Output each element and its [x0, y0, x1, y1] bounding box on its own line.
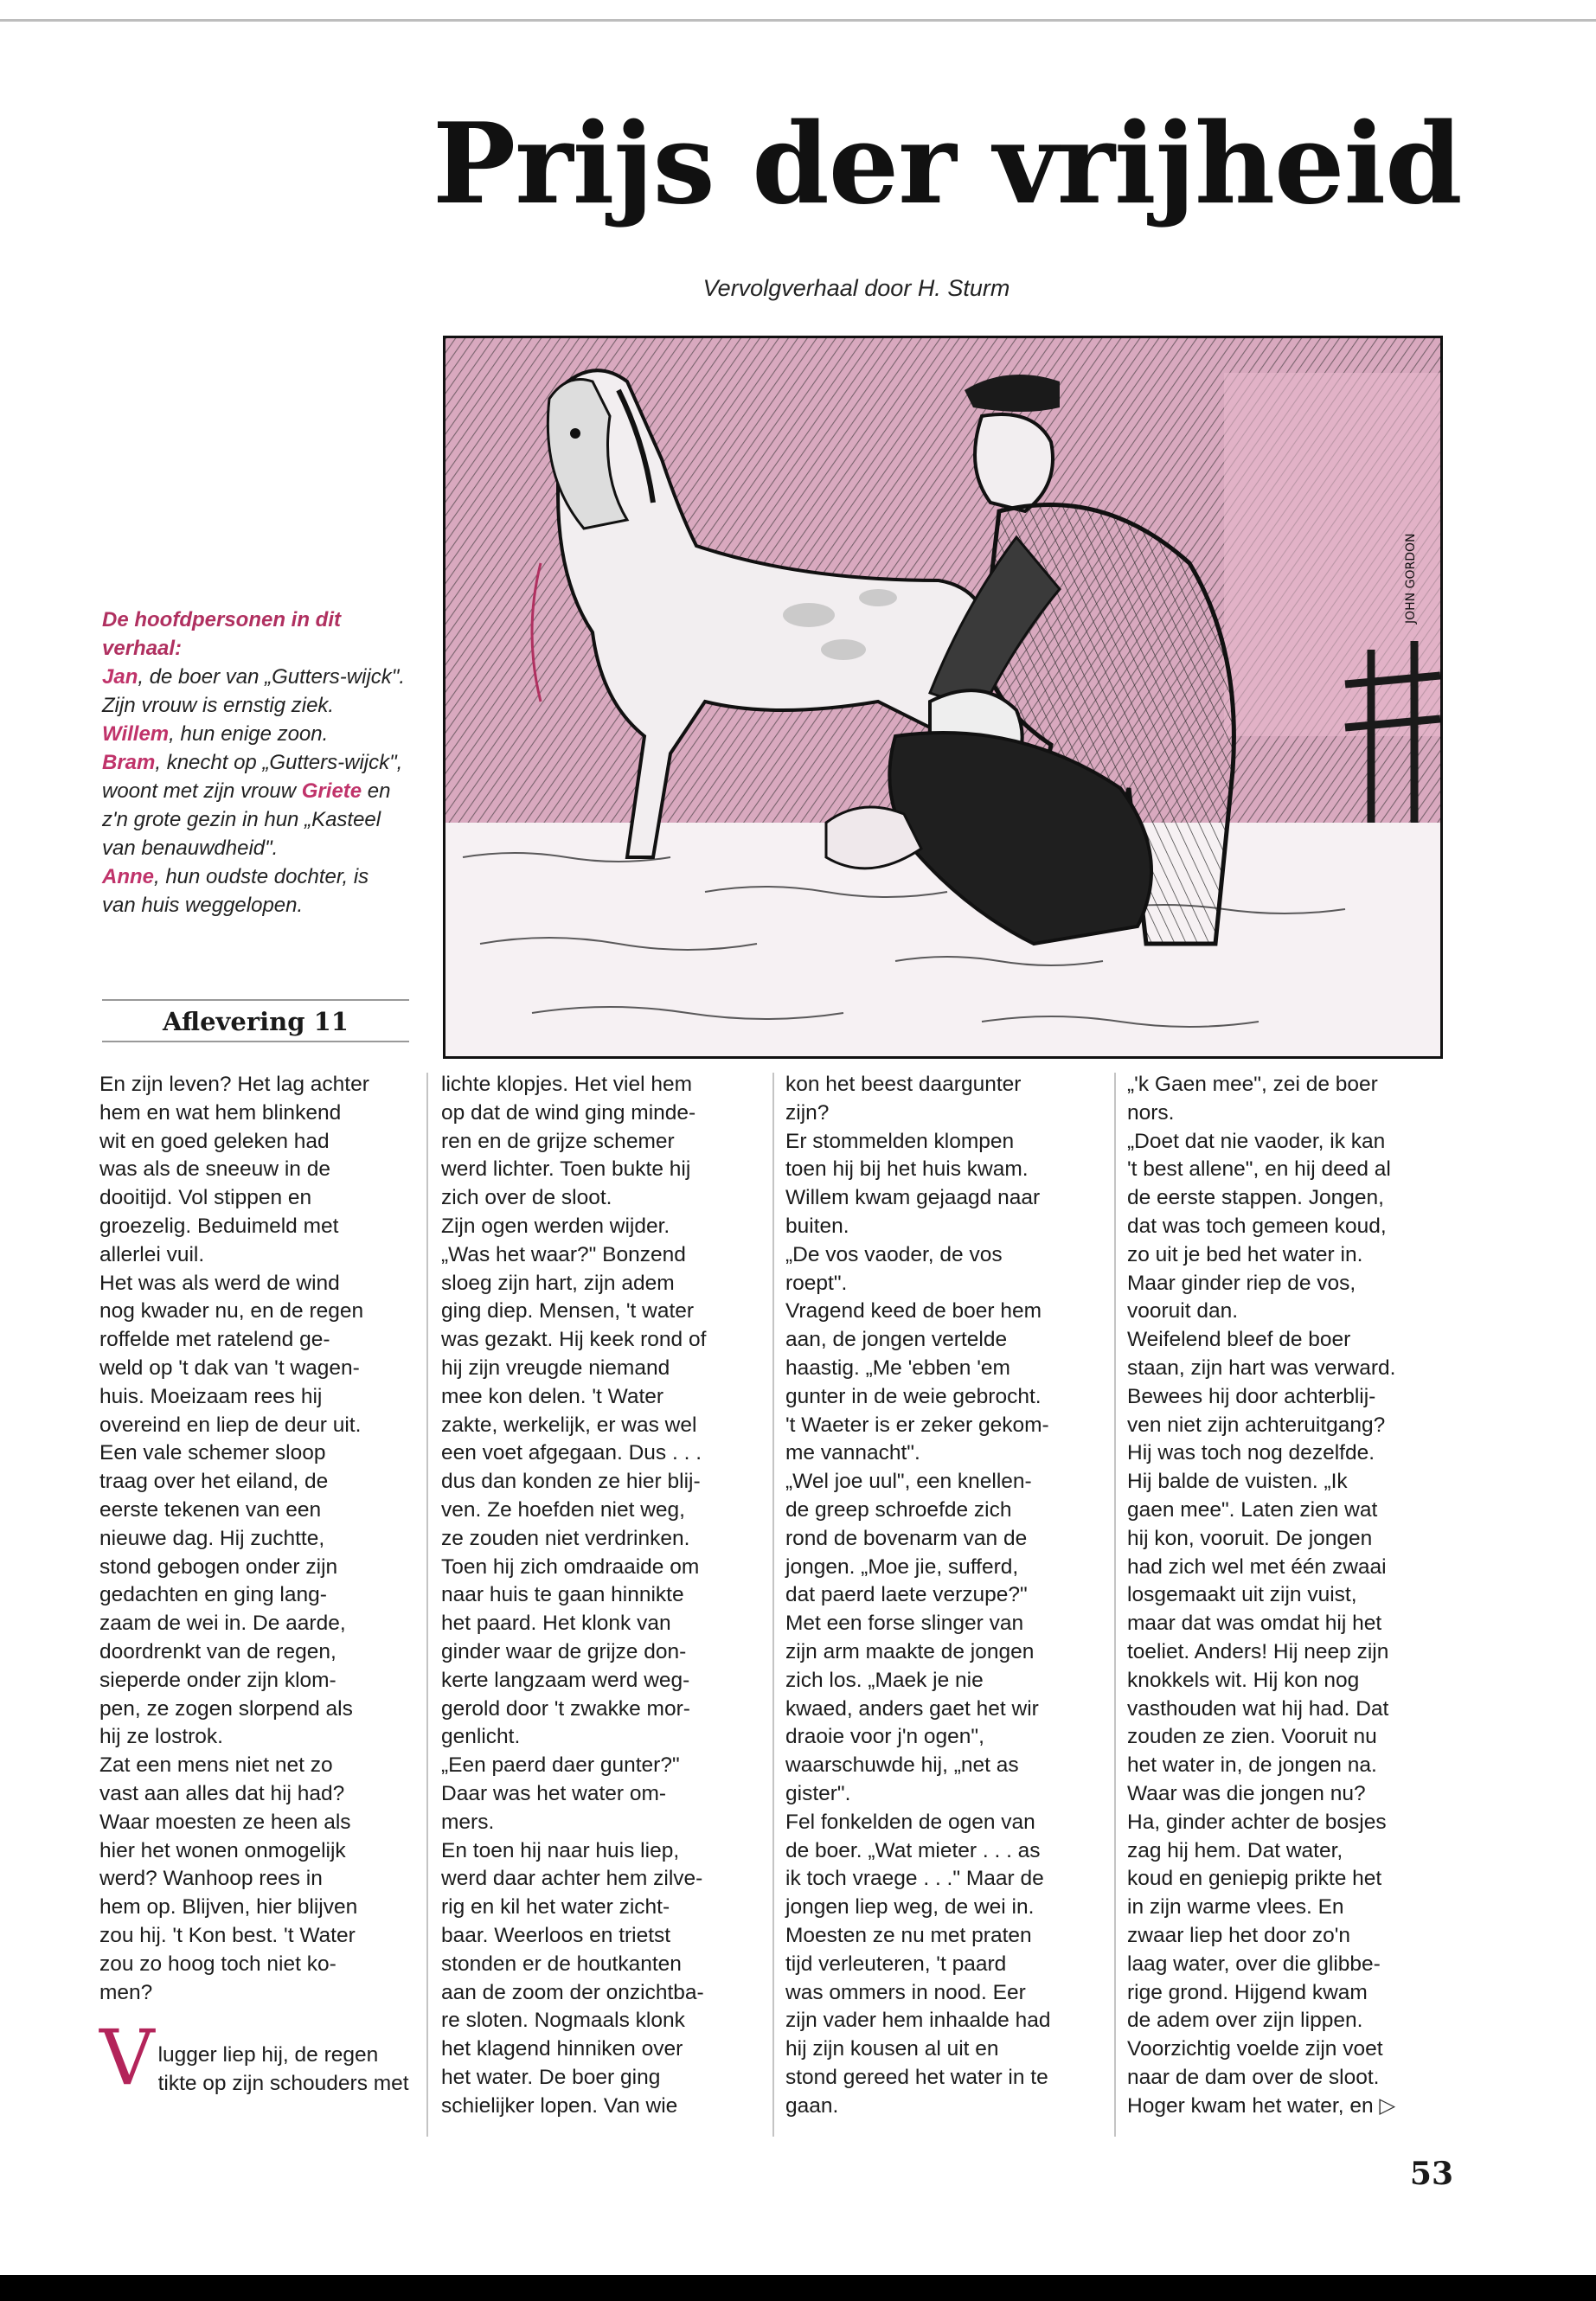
text-line: lichte klopjes. Het viel hem	[441, 1073, 693, 1096]
text-line: Het was als werd de wind	[99, 1271, 340, 1295]
text-line: baar. Weerloos en trietst	[441, 1923, 671, 1947]
text-line: overeind en liep de deur uit.	[99, 1413, 362, 1437]
text-line: roept".	[785, 1271, 848, 1295]
text-line: hem op. Blijven, hier blijven	[99, 1895, 358, 1920]
text-line: zouden ze zien. Vooruit nu	[1127, 1725, 1377, 1749]
text-line: zich los. „Maek je nie	[785, 1668, 984, 1692]
text-line: traag over het eiland, de	[99, 1470, 329, 1494]
character-name: Griete	[301, 779, 362, 803]
text-line: „Wel joe uul", een knellen-	[785, 1470, 1032, 1494]
text-line: Weifelend bleef de boer	[1127, 1328, 1351, 1352]
text-line: lugger liep hij, de regen	[157, 2043, 379, 2067]
text-line: zwaar liep het door zo'n	[1127, 1923, 1350, 1947]
text-line: het klagend hinniken over	[441, 2037, 683, 2061]
text-line: het water in, de jongen na.	[1127, 1753, 1377, 1778]
text-line: gerold door 't zwakke mor-	[441, 1696, 690, 1721]
text-line: wit en goed geleken had	[99, 1129, 330, 1153]
text-line: zijn vader hem inhaalde had	[785, 2009, 1051, 2033]
text-line: gaan.	[785, 2093, 839, 2118]
text-line: haastig. „Me 'ebben 'em	[785, 1356, 1010, 1380]
text-line: allerlei vuil.	[99, 1242, 205, 1266]
text-line: zou hij. 't Kon best. 't Water	[99, 1923, 356, 1947]
text-line: buiten.	[785, 1214, 849, 1238]
text-line: was ommers in nood. Eer	[785, 1980, 1026, 2004]
character-desc: , hun oudste dochter, is van huis weggelopen.	[102, 865, 369, 917]
text-line: hem en wat hem blinkend	[99, 1100, 342, 1125]
illustration-signature: JOHN GORDON	[1404, 533, 1418, 624]
text-line: aan de zoom der onzichtba-	[441, 1980, 704, 2004]
text-line: rig en kil het water zicht-	[441, 1895, 670, 1920]
text-line: kon het beest daargunter	[785, 1073, 1022, 1096]
text-line: jongen liep weg, de wei in.	[785, 1895, 1035, 1920]
text-line: een voet afgegaan. Dus . . .	[441, 1441, 702, 1465]
character-bram	[102, 748, 405, 862]
text-line: vooruit dan.	[1127, 1299, 1239, 1324]
text-line: mee kon delen. 't Water	[441, 1384, 664, 1408]
text-line: het water. De boer ging	[441, 2065, 661, 2089]
text-line: ze zouden niet verdrinken.	[441, 1526, 690, 1550]
text-line: draoie voor j'n ogen",	[785, 1725, 984, 1749]
text-line: Fel fonkelden de ogen van	[785, 1810, 1035, 1834]
character-desc: en z'n grote gezin in hun „Kasteel van benauwdheid".	[102, 779, 391, 860]
text-line: waarschuwde hij, „net as	[785, 1753, 1019, 1778]
text-line: zijn arm maakte de jongen	[785, 1639, 1035, 1663]
column-divider	[1114, 1073, 1116, 2137]
text-line: huis. Moeizaam rees hij	[99, 1384, 323, 1408]
text-line: werd lichter. Toen bukte hij	[441, 1157, 691, 1182]
character-jan	[102, 663, 405, 720]
text-line: losgemaakt uit zijn vuist,	[1127, 1583, 1357, 1607]
text-line: groezelig. Beduimeld met	[99, 1214, 339, 1238]
text-line: hier het wonen onmogelijk	[99, 1838, 346, 1862]
character-willem	[102, 720, 405, 748]
text-line: in zijn warme vlees. En	[1127, 1895, 1344, 1920]
text-line: ven. Ze hoefden niet weg,	[441, 1497, 685, 1522]
text-line: laag water, over die glibbe-	[1127, 1952, 1381, 1976]
text-line: roffelde met ratelend ge-	[99, 1328, 330, 1352]
text-line: de adem over zijn lippen.	[1127, 2009, 1363, 2033]
text-line: Ha, ginder achter de bosjes	[1127, 1810, 1387, 1834]
text-line: gedachten en ging lang-	[99, 1583, 327, 1607]
text-line: Daar was het water om-	[441, 1781, 667, 1805]
text-line: Zat een mens niet net zo	[99, 1753, 333, 1778]
text-line: aan, de jongen vertelde	[785, 1328, 1008, 1352]
text-line: Er stommelden klompen	[785, 1129, 1015, 1153]
text-line: me vannacht".	[785, 1441, 920, 1465]
text-line: zakte, werkelijk, er was wel	[441, 1413, 697, 1437]
byline: Vervolgverhaal door H. Sturm	[702, 275, 1010, 301]
text-line: nog kwader nu, en de regen	[99, 1299, 364, 1324]
text-line: stond gereed het water in te	[785, 2065, 1048, 2089]
text-line: Vragend keed de boer hem	[785, 1299, 1042, 1324]
text-line: Moesten ze nu met praten	[785, 1923, 1032, 1947]
text-line: zijn?	[785, 1100, 830, 1125]
character-desc: , knecht op „Gutters-wijck", woont met zijn vrouw	[102, 751, 403, 803]
text-line: En zijn leven? Het lag achter	[99, 1073, 369, 1096]
horse-and-farmers-illustration	[445, 338, 1440, 1056]
text-line: Een vale schemer sloop	[99, 1441, 326, 1465]
text-line: re sloten. Nogmaals klonk	[441, 2009, 685, 2033]
character-desc: , hun enige zoon.	[169, 722, 329, 746]
text-line: dat was toch gemeen koud,	[1127, 1214, 1387, 1238]
text-line: jongen. „Moe jie, sufferd,	[785, 1554, 1019, 1579]
text-line: staan, zijn hart was verward.	[1127, 1356, 1396, 1380]
text-line: ginder waar de grijze don-	[441, 1639, 687, 1663]
text-line: vast aan alles dat hij had?	[99, 1781, 345, 1805]
column-divider	[772, 1073, 774, 2137]
text-line: hij ze lostrok.	[99, 1725, 223, 1749]
text-line: rond de bovenarm van de	[785, 1526, 1028, 1550]
text-line: zich over de sloot.	[441, 1186, 612, 1210]
character-name: Willem	[102, 722, 170, 746]
text-line: pen, ze zogen slorpend als	[99, 1696, 353, 1721]
text-line: Waar moesten ze heen als	[99, 1810, 351, 1834]
page-number: 53	[1409, 2156, 1453, 2192]
text-line: de greep schroefde zich	[785, 1497, 1012, 1522]
text-line: dus dan konden ze hier blij-	[441, 1470, 701, 1494]
text-line: het paard. Het klonk van	[441, 1612, 671, 1636]
text-line: hij kon, vooruit. De jongen	[1127, 1526, 1373, 1550]
text-line: „Een paerd daer gunter?"	[441, 1753, 680, 1778]
text-line: Waar was die jongen nu?	[1127, 1781, 1366, 1805]
text-line: dat paerd laete verzupe?"	[785, 1583, 1028, 1607]
text-line: „Was het waar?" Bonzend	[441, 1242, 686, 1266]
text-line: 't Waeter is er zeker gekom-	[785, 1413, 1049, 1437]
text-line: tikte op zijn schouders met	[157, 2072, 409, 2096]
page-title: Prijs der vrijheid	[433, 99, 1462, 229]
character-name: Bram	[102, 751, 156, 774]
text-line: hij zijn kousen al uit en	[785, 2037, 999, 2061]
text-line: eerste tekenen van een	[99, 1497, 322, 1522]
text-line: toen hij bij het huis kwam.	[785, 1157, 1029, 1182]
dropcap-paragraph	[99, 2013, 411, 2103]
text-line: dooitijd. Vol stippen en	[99, 1186, 312, 1210]
text-line: Bewees hij door achterblij-	[1127, 1384, 1376, 1408]
text-line: naar huis te gaan hinnikte	[441, 1583, 684, 1607]
text-line: „De vos vaoder, de vos	[785, 1242, 1003, 1266]
story-illustration	[443, 336, 1443, 1059]
text-line: de boer. „Wat mieter . . . as	[785, 1838, 1041, 1862]
text-line: „'k Gaen mee", zei de boer	[1127, 1073, 1378, 1096]
sidebar-heading: De hoofdpersonen in dit verhaal:	[102, 608, 341, 660]
text-line: mers.	[441, 1810, 495, 1834]
text-line: maar dat was omdat hij het	[1127, 1612, 1382, 1636]
text-line: zag hij hem. Dat water,	[1127, 1838, 1343, 1862]
text-line: kerte langzaam werd weg-	[441, 1668, 690, 1692]
column-divider	[426, 1073, 428, 2137]
text-line: naar de dam over de sloot.	[1127, 2065, 1380, 2089]
drop-cap: V	[99, 2013, 155, 2103]
text-line: Hij balde de vuisten. „Ik	[1127, 1470, 1348, 1494]
text-line: Willem kwam gejaagd naar	[785, 1186, 1041, 1210]
text-line: doordrenkt van de regen,	[99, 1639, 337, 1663]
text-line: nieuwe dag. Hij zuchtte,	[99, 1526, 325, 1550]
text-line: sieperde onder zijn klom-	[99, 1668, 337, 1692]
text-line: schielijker lopen. Van wie	[441, 2093, 678, 2118]
text-line: zaam de wei in. De aarde,	[99, 1612, 346, 1636]
character-anne	[102, 862, 405, 920]
text-line: Toen hij zich omdraaide om	[441, 1554, 700, 1579]
text-line: genlicht.	[441, 1725, 521, 1749]
text-line: hij zijn vreugde niemand	[441, 1356, 670, 1380]
top-rule	[0, 19, 1596, 22]
text-line: men?	[99, 1980, 153, 2004]
text-line: was als de sneeuw in de	[99, 1157, 330, 1182]
character-name: Anne	[102, 865, 154, 888]
text-line: Maar ginder riep de vos,	[1127, 1271, 1356, 1295]
text-line: tijd verleuteren, 't paard	[785, 1952, 1007, 1976]
text-line: gister".	[785, 1781, 851, 1805]
character-desc: , de boer van „Gutters-wijck". Zijn vrouw is ernstig ziek.	[102, 665, 405, 717]
text-line: Hoger kwam het water, en ▷	[1127, 2093, 1396, 2118]
text-line: sloeg zijn hart, zijn adem	[441, 1271, 675, 1295]
text-column-1	[99, 1071, 411, 2103]
text-line: stonden er de houtkanten	[441, 1952, 682, 1976]
text-line: knokkels wit. Hij kon nog	[1127, 1668, 1360, 1692]
text-line: 't best allene", en hij deed al	[1127, 1157, 1391, 1182]
text-column-3	[785, 1071, 1106, 2120]
text-line: zo uit je bed het water in.	[1127, 1242, 1363, 1266]
text-line: koud en geniepig prikte het	[1127, 1867, 1382, 1891]
text-line: toeliet. Anders! Hij neep zijn	[1127, 1639, 1389, 1663]
text-line: vasthouden wat hij had. Dat	[1127, 1696, 1389, 1721]
text-line: stond gebogen onder zijn	[99, 1554, 338, 1579]
text-line: weld op 't dak van 't wagen-	[99, 1356, 360, 1380]
text-line: kwaed, anders gaet het wir	[785, 1696, 1039, 1721]
text-column-4	[1127, 1071, 1456, 2120]
text-line: ging diep. Mensen, 't water	[441, 1299, 695, 1324]
episode-label: Aflevering 11	[102, 999, 409, 1042]
characters-sidebar	[102, 606, 405, 920]
text-line: nors.	[1127, 1100, 1175, 1125]
text-line: En toen hij naar huis liep,	[441, 1838, 680, 1862]
character-name: Jan	[102, 665, 138, 689]
text-line: zou zo hoog toch niet ko-	[99, 1952, 337, 1976]
text-line: gunter in de weie gebrocht.	[785, 1384, 1042, 1408]
text-line: had zich wel met één zwaai	[1127, 1554, 1387, 1579]
text-line: Zijn ogen werden wijder.	[441, 1214, 670, 1238]
text-line: Met een forse slinger van	[785, 1612, 1024, 1636]
text-line: Hij was toch nog dezelfde.	[1127, 1441, 1375, 1465]
text-line: ik toch vraege . . ." Maar de	[785, 1867, 1044, 1891]
text-line: rige grond. Hijgend kwam	[1127, 1980, 1368, 2004]
text-column-2	[441, 1071, 761, 2120]
text-line: ven niet zijn achteruitgang?	[1127, 1413, 1386, 1437]
text-line: gaen mee". Laten zien wat	[1127, 1497, 1378, 1522]
text-line: Voorzichtig voelde zijn voet	[1127, 2037, 1383, 2061]
text-line: op dat de wind ging minde-	[441, 1100, 696, 1125]
continue-arrow-icon: ▷	[1373, 2093, 1396, 2118]
text-line: ren en de grijze schemer	[441, 1129, 675, 1153]
text-line: de eerste stappen. Jongen,	[1127, 1186, 1384, 1210]
bottom-bar	[0, 2275, 1596, 2301]
text-line: „Doet dat nie vaoder, ik kan	[1127, 1129, 1386, 1153]
text-line: was gezakt. Hij keek rond of	[441, 1328, 707, 1352]
text-line: werd? Wanhoop rees in	[99, 1867, 323, 1891]
text-line: werd daar achter hem zilve-	[441, 1867, 703, 1891]
